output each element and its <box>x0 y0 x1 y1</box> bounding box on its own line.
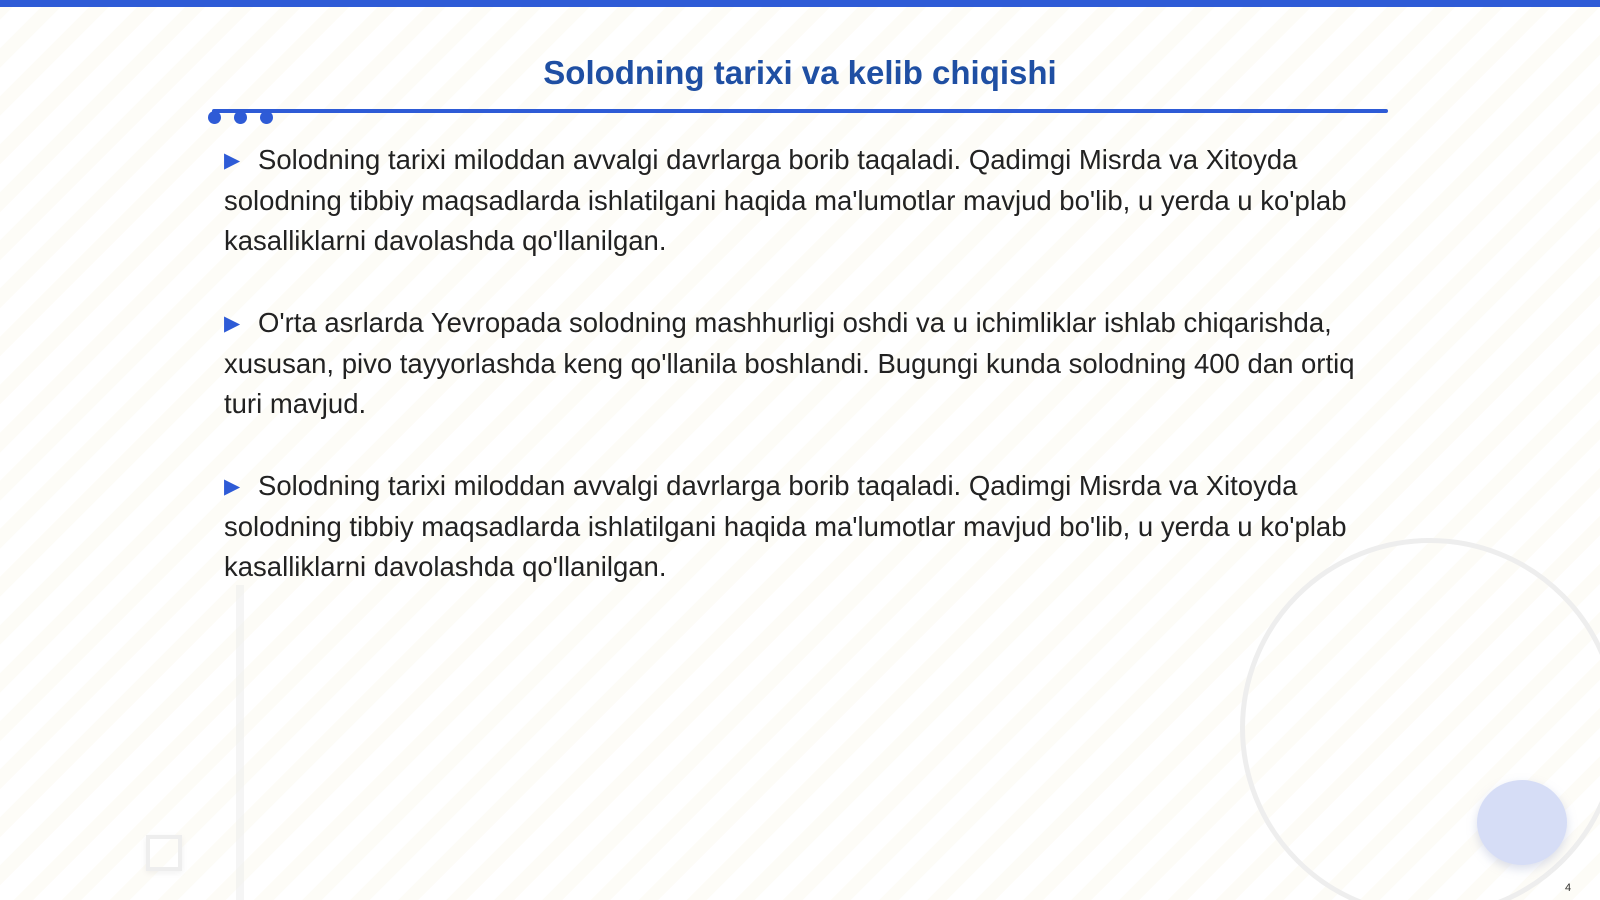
triangle-bullet-icon: ▶ <box>224 475 241 498</box>
bullet-paragraph <box>224 140 1374 261</box>
bullet-paragraph <box>224 303 1374 424</box>
decorative-square <box>146 835 182 871</box>
title-underline <box>212 109 1388 113</box>
underline-dot <box>260 111 273 124</box>
decorative-blob <box>1477 780 1567 865</box>
bullet-paragraph <box>224 466 1374 587</box>
page-number: 4 <box>1565 882 1572 894</box>
slide-title: Solodning tarixi va kelib chiqishi <box>543 54 1057 91</box>
top-accent-bar <box>0 0 1600 7</box>
paragraph-text: O'rta asrlarda Yevropada solodning mashhurligi oshdi va u ichimliklar ishlab chiqarishda, xususan, pivo tayyorlashda keng qo'llanila boshlandi. Bugungi kunda solodning 400 dan ortiq turi mavjud. <box>224 307 1355 419</box>
underline-dot <box>208 111 221 124</box>
triangle-bullet-icon: ▶ <box>224 312 241 335</box>
decorative-vertical-band <box>236 585 244 900</box>
triangle-bullet-icon: ▶ <box>224 149 241 172</box>
underline-dot <box>234 111 247 124</box>
slide-body <box>224 140 1374 629</box>
paragraph-text: Solodning tarixi miloddan avvalgi davrlarga borib taqaladi. Qadimgi Misrda va Xitoyda solodning tibbiy maqsadlarda ishlatilgani haqida ma'lumotlar mavjud bo'lib, u yerda u ko'plab kasalliklarni davolashda qo'llanilgan. <box>224 144 1347 256</box>
paragraph-text: Solodning tarixi miloddan avvalgi davrlarga borib taqaladi. Qadimgi Misrda va Xitoyda solodning tibbiy maqsadlarda ishlatilgani haqida ma'lumotlar mavjud bo'lib, u yerda u ko'plab kasalliklarni davolashda qo'llanilgan. <box>224 470 1347 582</box>
